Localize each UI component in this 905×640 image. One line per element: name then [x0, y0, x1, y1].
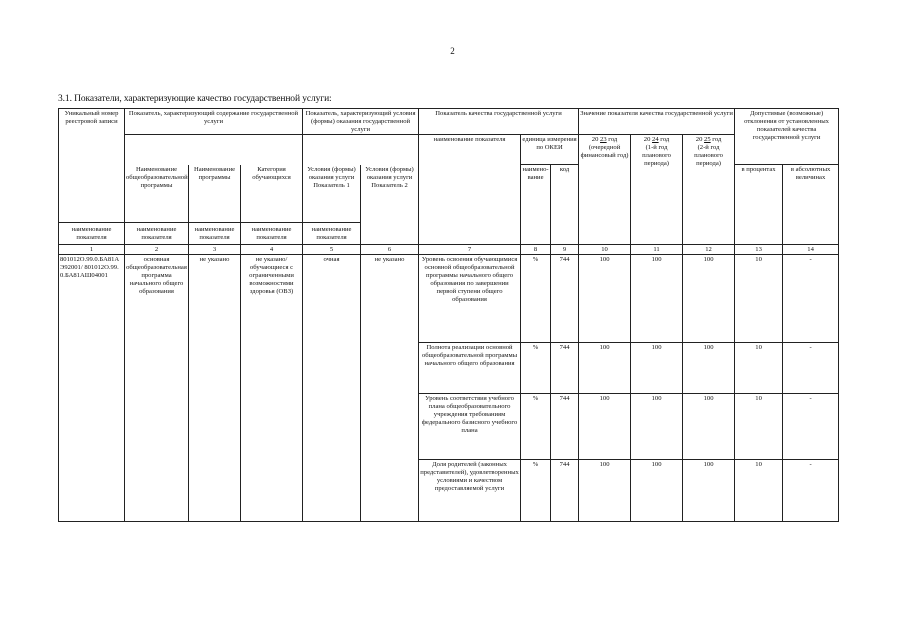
- column-numbers-row: [59, 245, 839, 255]
- indicator-y1: 100: [579, 255, 631, 343]
- header-content-group: Показатель, характеризующий содержание государственной услуги: [125, 109, 303, 135]
- indicator-dev-abs: -: [783, 255, 839, 343]
- header-programs: Наименование программы: [189, 165, 241, 223]
- sub-label-3: наименование показателя: [125, 223, 189, 245]
- col-num: 3: [189, 245, 241, 255]
- col-num: 9: [551, 245, 579, 255]
- header-quality-group: Показатель качества государственной услуги: [419, 109, 579, 135]
- indicator-dev-pct: 10: [735, 394, 783, 460]
- header-condition1: Условия (формы) оказания услуги Показатель 1: [303, 165, 361, 223]
- col-num: 4: [241, 245, 303, 255]
- col-num: 6: [361, 245, 419, 255]
- indicator-code: 744: [551, 343, 579, 394]
- col-num: 14: [783, 245, 839, 255]
- indicator-dev-pct: 10: [735, 255, 783, 343]
- indicator-dev-abs: -: [783, 343, 839, 394]
- record-condition2: не указано: [361, 255, 419, 522]
- col-num: 10: [579, 245, 631, 255]
- col-num: 5: [303, 245, 361, 255]
- header-indicator-name: наименование показателя: [419, 135, 521, 245]
- indicator-y2: 100: [631, 255, 683, 343]
- record-programs: не указано: [189, 255, 241, 522]
- sub-label-2: наименование показателя: [59, 223, 125, 245]
- indicator-name: Полнота реализации основной общеобразовательной программы начального общего образования: [419, 343, 521, 394]
- indicator-dev-abs: -: [783, 394, 839, 460]
- indicator-y2: 100: [631, 394, 683, 460]
- record-condition1: очная: [303, 255, 361, 522]
- col-num: 8: [521, 245, 551, 255]
- indicator-y2: 100: [631, 460, 683, 522]
- indicator-unit: %: [521, 460, 551, 522]
- indicator-unit: %: [521, 394, 551, 460]
- header-deviation-group: Допустимые (возможные) отклонения от установленных показателей качества государственной услуги: [735, 109, 839, 165]
- header-unique-number: Уникальный номер реестровой записи: [59, 109, 125, 223]
- indicator-dev-abs: -: [783, 460, 839, 522]
- header-values-group: Значение показателя качества государственной услуги: [579, 109, 735, 135]
- indicator-y1: 100: [579, 343, 631, 394]
- indicator-dev-pct: 10: [735, 460, 783, 522]
- indicator-name: Доля родителей (законных представителей), удовлетворенных условиями и качеством предоставляемой услуги: [419, 460, 521, 522]
- indicator-y3: 100: [683, 460, 735, 522]
- indicator-name: Уровень освоения обучающимися основной общеобразовательной программы начального общего образования по завершении первой ступени общего образования: [419, 255, 521, 343]
- record-category: не указано/ обучающиеся с ограниченными возможностями здоровья (ОВЗ): [241, 255, 303, 522]
- indicator-code: 744: [551, 394, 579, 460]
- col-num: 11: [631, 245, 683, 255]
- header-conditions-blank: [303, 135, 419, 165]
- quality-indicators-table: [58, 108, 839, 522]
- sub-label-4: наименование показателя: [189, 223, 241, 245]
- col-num: 1: [59, 245, 125, 255]
- header-year1: 20 23 год (очередной финансовый год): [579, 135, 631, 245]
- section-heading: 3.1. Показатели, характеризующие качество государственной услуги:: [58, 94, 332, 104]
- header-unit-code: код: [551, 165, 579, 245]
- indicator-y2: 100: [631, 343, 683, 394]
- col-num: 12: [683, 245, 735, 255]
- table-row: [59, 255, 839, 343]
- indicator-code: 744: [551, 255, 579, 343]
- record-program-name: основная общеобразовательная программа начального общего образования: [125, 255, 189, 522]
- col-num: 7: [419, 245, 521, 255]
- header-category: Категория обучающихся: [241, 165, 303, 223]
- page-number: 2: [450, 46, 455, 56]
- header-year3: 20 25 год (2-й год планового периода): [683, 135, 735, 245]
- header-conditions-group: Показатель, характеризующий условия (формы) оказания государственной услуги: [303, 109, 419, 135]
- indicator-y1: 100: [579, 394, 631, 460]
- indicator-dev-pct: 10: [735, 343, 783, 394]
- indicator-name: Уровень соответствия учебного плана общеобразовательного учреждения требованиям федерального базисного учебного плана: [419, 394, 521, 460]
- header-program-name: Наименование общеобразовательной программы: [125, 165, 189, 223]
- sub-label-5: наименование показателя: [241, 223, 303, 245]
- header-year2: 20 24 год (1-й год планового периода): [631, 135, 683, 245]
- header-condition2: Условия (формы) оказания услуги Показатель 2: [361, 165, 419, 223]
- col-num: 13: [735, 245, 783, 255]
- col-num: 2: [125, 245, 189, 255]
- indicator-unit: %: [521, 255, 551, 343]
- indicator-unit: %: [521, 343, 551, 394]
- header-dev-percent: в процентах: [735, 165, 783, 245]
- sub-label-6: наименование показателя: [303, 223, 361, 245]
- indicator-y3: 100: [683, 343, 735, 394]
- indicator-y3: 100: [683, 255, 735, 343]
- header-unit-okei: единица измерения по ОКЕИ: [521, 135, 579, 165]
- header-unit-name: наимено-вание: [521, 165, 551, 245]
- record-unique-number: 801012О.99.0.БА81АЭ92001/ 801012О.99.0.БА81АШ04001: [59, 255, 125, 522]
- indicator-code: 744: [551, 460, 579, 522]
- header-content-blank: [125, 135, 303, 165]
- header-dev-absolute: в абсолютных величинах: [783, 165, 839, 245]
- indicator-y1: 100: [579, 460, 631, 522]
- indicator-y3: 100: [683, 394, 735, 460]
